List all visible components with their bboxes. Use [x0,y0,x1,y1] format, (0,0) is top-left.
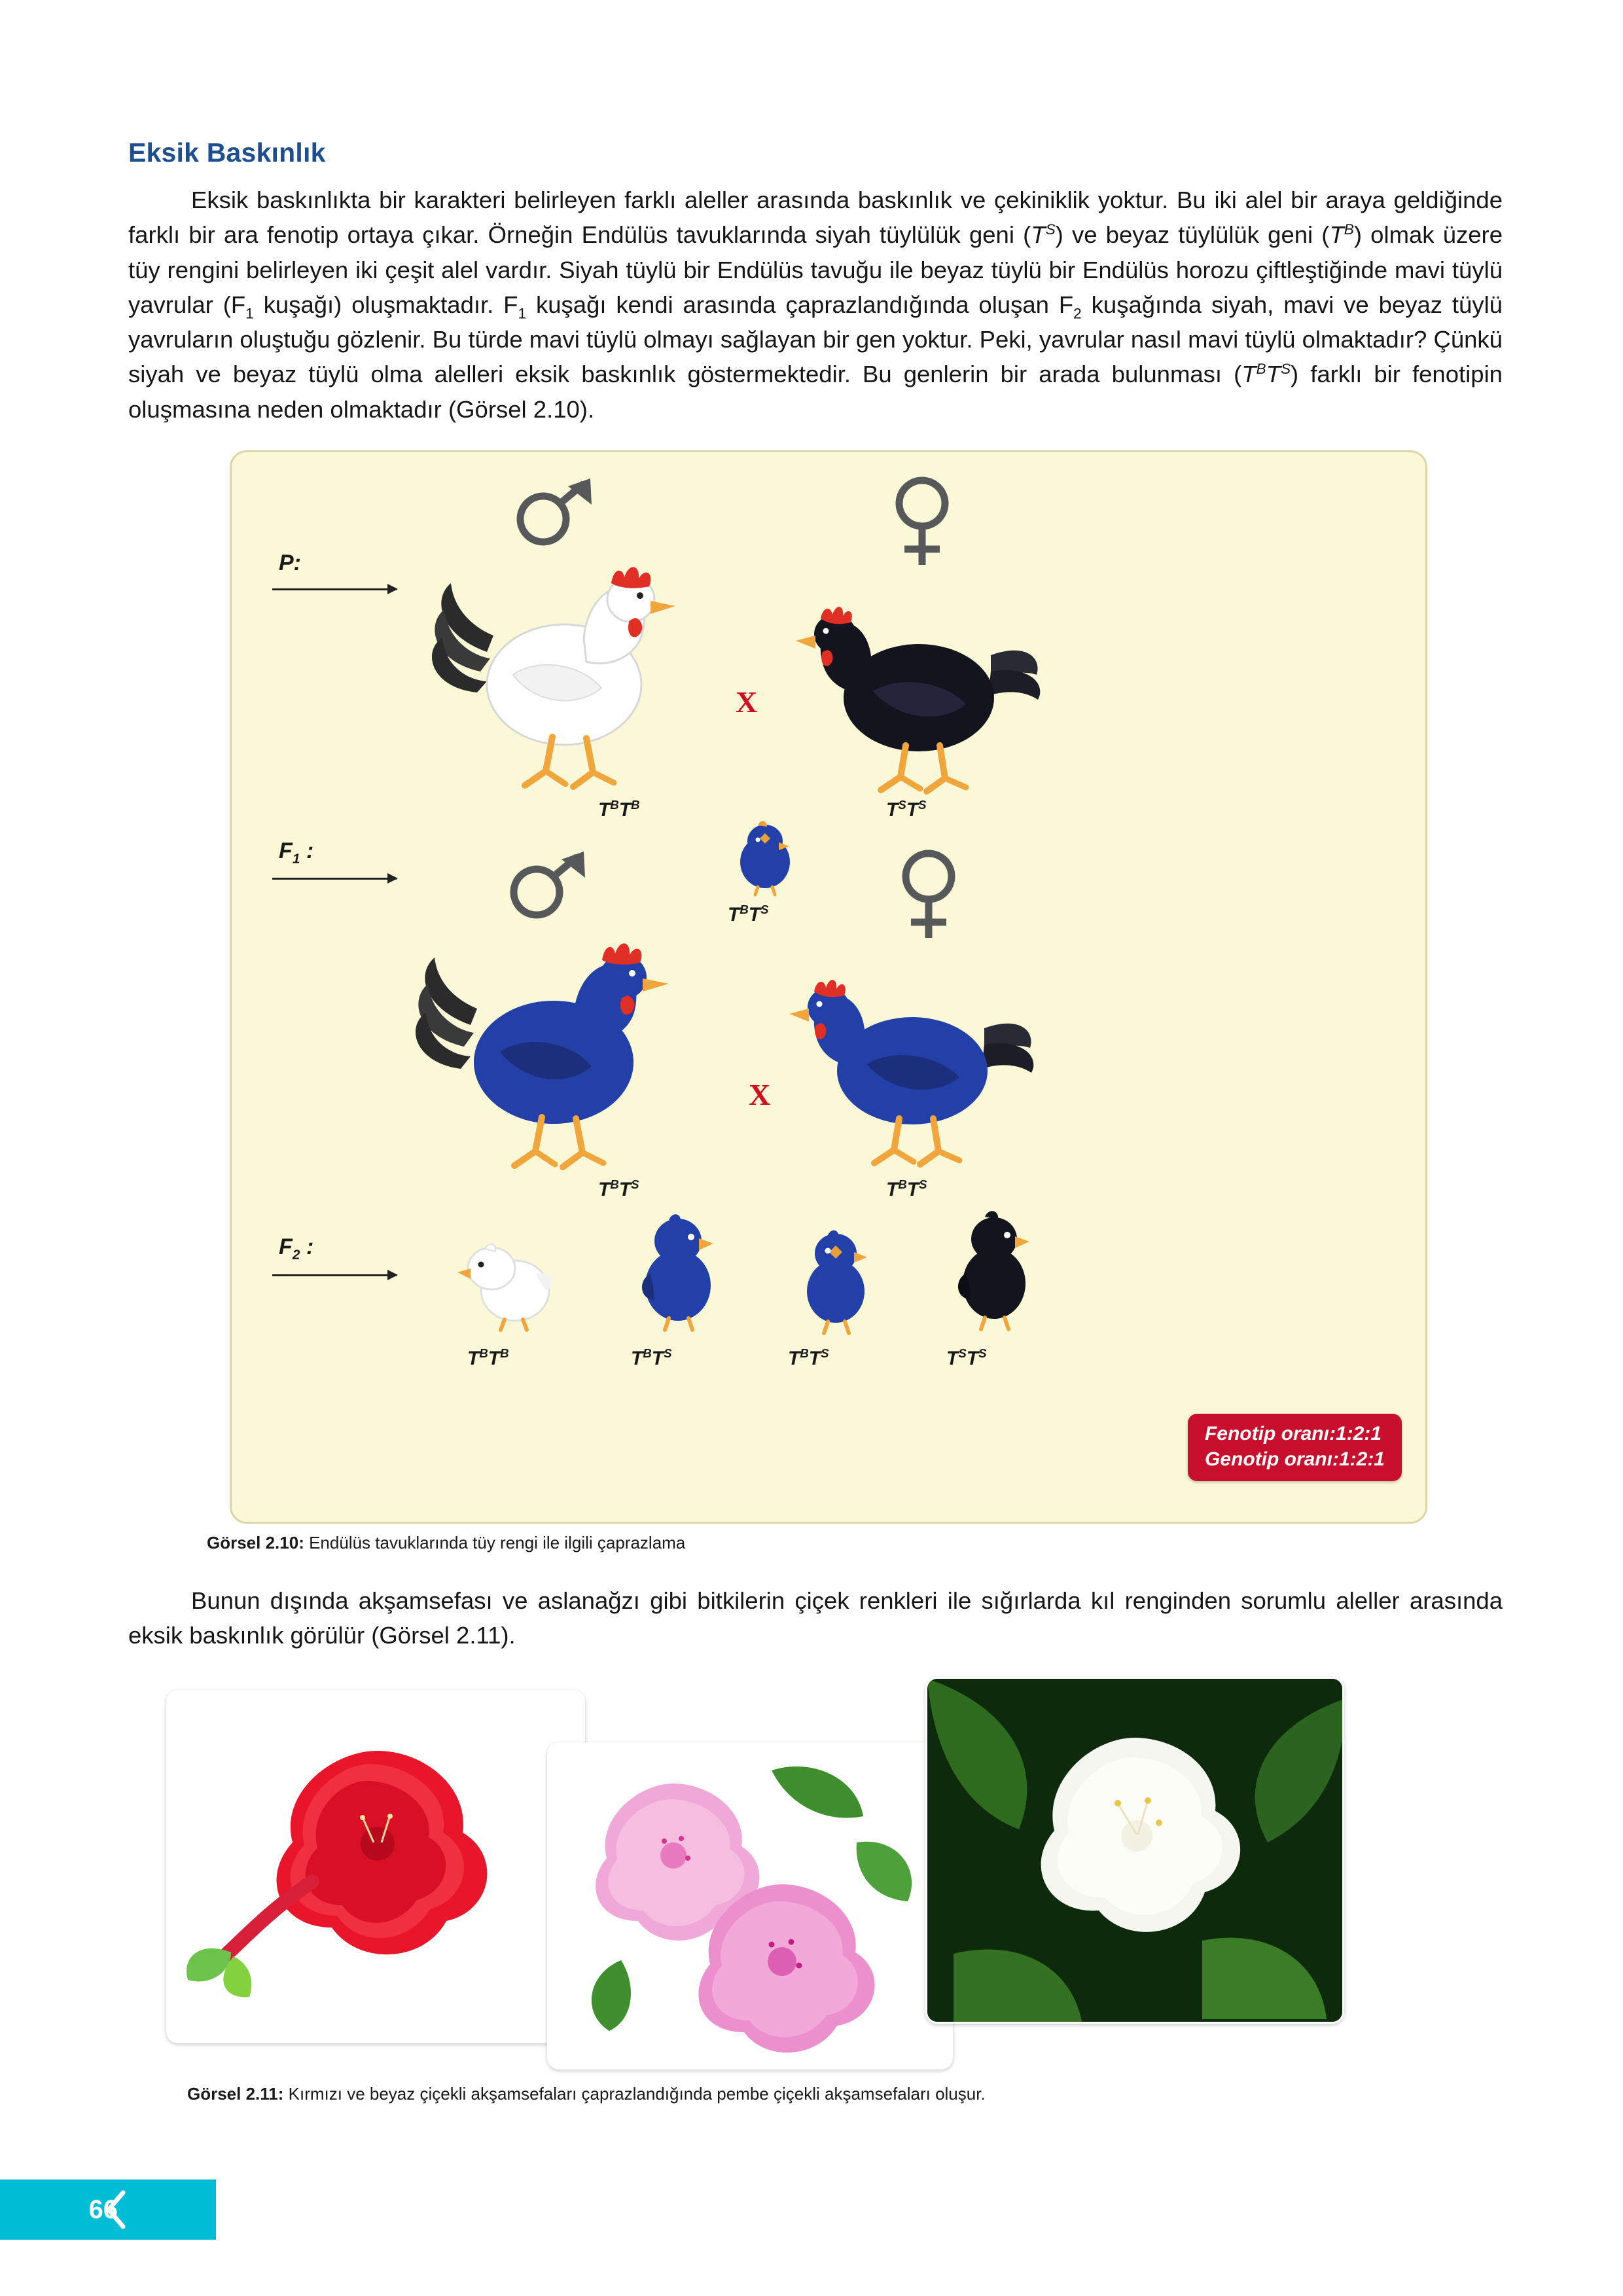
blue-chick-f1-illustration [729,819,801,897]
figure-2-10-caption [128,1533,1503,1553]
cross-symbol-f1: X [749,1077,771,1111]
paragraph-1-text-e: kuşağı kendi arasında çaprazlandığında oluşan F [526,291,1074,318]
paragraph-1-text-f: kuşağında siyah, mavi ve beyaz tüylü yavruların oluştuğu gözlenir. Bu türde mavi tüylü olmayı sağlayan bir gen yoktur. Peki, yavrular nasıl mavi tüylü olmaktadır? Çünkü siyah ve beyaz tüylü olma alelleri eksik baskınlık göstermektedir. Bu genlerin bir arada bulunması ( [128,291,1503,388]
figure-2-11-caption-label: Görsel 2.11: [187,2083,284,2104]
gene-superscript-b: B [1344,221,1354,238]
genotype-f1-male: $T^BT^S$ [598,1177,639,1200]
phenotype-ratio: Fenotip oranı:1:2:1 [1204,1423,1382,1445]
genotype-p-male: $T^BT^B$ [598,797,640,821]
white-four-oclock-flower-image [927,1679,1344,2024]
gene-superscript-s-2: S [1280,361,1291,378]
genotype-f1-female: $T^BT^S$ [886,1177,927,1200]
f1-subscript-a: 1 [245,305,254,322]
blue-hen-illustration [788,930,1050,1179]
photo-red-flower [166,1690,585,2043]
figure-2-11-caption-text: Kırmızı ve beyaz çiçekli akşamsefaları çaprazlandığında pembe çiçekli akşamsefaları oluşur. [283,2083,986,2104]
generation-label-f2: $F_2$ : [279,1234,314,1263]
generation-label-f1: $F_1$ : [279,838,314,867]
page-number: 66 [88,2195,118,2224]
blue-rooster-illustration [395,897,703,1179]
f1-subscript-b: 1 [518,305,527,322]
figure-2-10-caption-text: Endülüs tavuklarında tüy rengi ile ilgili çaprazlama [304,1532,686,1552]
black-chick-illustration [948,1205,1046,1333]
genotype-f2-1: $T^BT^B$ [467,1346,509,1369]
genotype-f1: $T^BT^S$ [728,902,769,925]
cross-symbol-p: X [736,685,758,719]
paragraph-1-text-b: ) ve beyaz tüylülük geni ( [1055,221,1330,249]
paragraph-1-text-d: kuşağı) oluşmaktadır. F [253,291,518,318]
pink-four-oclock-flower-image [549,1744,953,2070]
genotype-f2-3: $T^BT^S$ [788,1346,829,1369]
gene-symbol-tb: T [1329,221,1344,249]
genotype-ratio: Genotip oranı:1:2:1 [1204,1448,1385,1470]
figure-2-10-caption-label: Görsel 2.10: [207,1532,304,1552]
female-symbol-icon [886,472,958,570]
figure-2-11-caption [128,2084,1503,2104]
generation-label-p: P: [279,550,301,575]
gene-superscript-s: S [1045,221,1056,238]
generation-arrow-p [272,588,397,590]
paragraph-1-text-c: ) olmak üzere tüy rengini belirleyen iki çeşit alel vardır. Siyah tüylü bir Endülüs tavuğu ile beyaz tüylü bir Endülüs horozu çiftleştiğinde mavi tüylü yavrular (F [128,221,1503,318]
blue-chick-illustration-1 [631,1208,729,1333]
white-rooster-illustration [415,521,696,796]
red-four-oclock-flower-image [168,1692,585,2043]
page-footer [0,2179,216,2240]
genotype-p-female: $T^ST^S$ [886,797,927,821]
page-content [128,137,1503,2104]
paragraph-1-text-g: ) farklı bir fenotipin oluşmasına neden olmaktadır (Görsel 2.10). [128,361,1503,423]
genotype-f2-4: $T^ST^S$ [946,1346,987,1369]
white-chick-illustration [457,1228,562,1333]
page-title: Eksik Baskınlık [128,137,326,168]
figure-2-11-photos [128,1677,1503,2070]
gene-superscript-b-2: B [1256,361,1266,378]
figure-2-10-panel [230,450,1427,1524]
female-symbol-icon-2 [893,845,965,943]
gene-symbol-ts-2: T [1266,361,1281,388]
generation-arrow-f1 [272,878,397,880]
f2-subscript: 2 [1073,305,1082,322]
paragraph-2: Bunun dışında akşamsefası ve aslanağzı gibi bitkilerin çiçek renkleri ile sığırlarda kıl renginden sorumlu aleller arasında eksik baskınlık görülür (Görsel 2.11). [128,1587,1503,1649]
blue-chick-illustration-2 [791,1225,883,1336]
gene-symbol-tb-2: T [1241,361,1257,388]
ratio-badge [1188,1414,1402,1481]
paragraph-1 [128,183,1503,427]
photo-white-flower [925,1677,1344,2024]
black-hen-illustration [794,557,1056,799]
paragraph-1-text-a: Eksik baskınlıkta bir karakteri belirleyen farklı aleller arasında baskınlık ve çekiniklik yoktur. Bu iki alel bir araya geldiğinde farklı bir ara fenotip ortaya çıkar. Örneğin Endülüs tavuklarında siyah tüylülük geni ( [128,187,1503,249]
generation-arrow-f2 [272,1274,397,1276]
chevron-left-icon [105,2190,127,2229]
photo-pink-flower [547,1742,953,2070]
genotype-f2-2: $T^BT^S$ [631,1346,672,1369]
gene-symbol-ts: T [1031,221,1046,249]
